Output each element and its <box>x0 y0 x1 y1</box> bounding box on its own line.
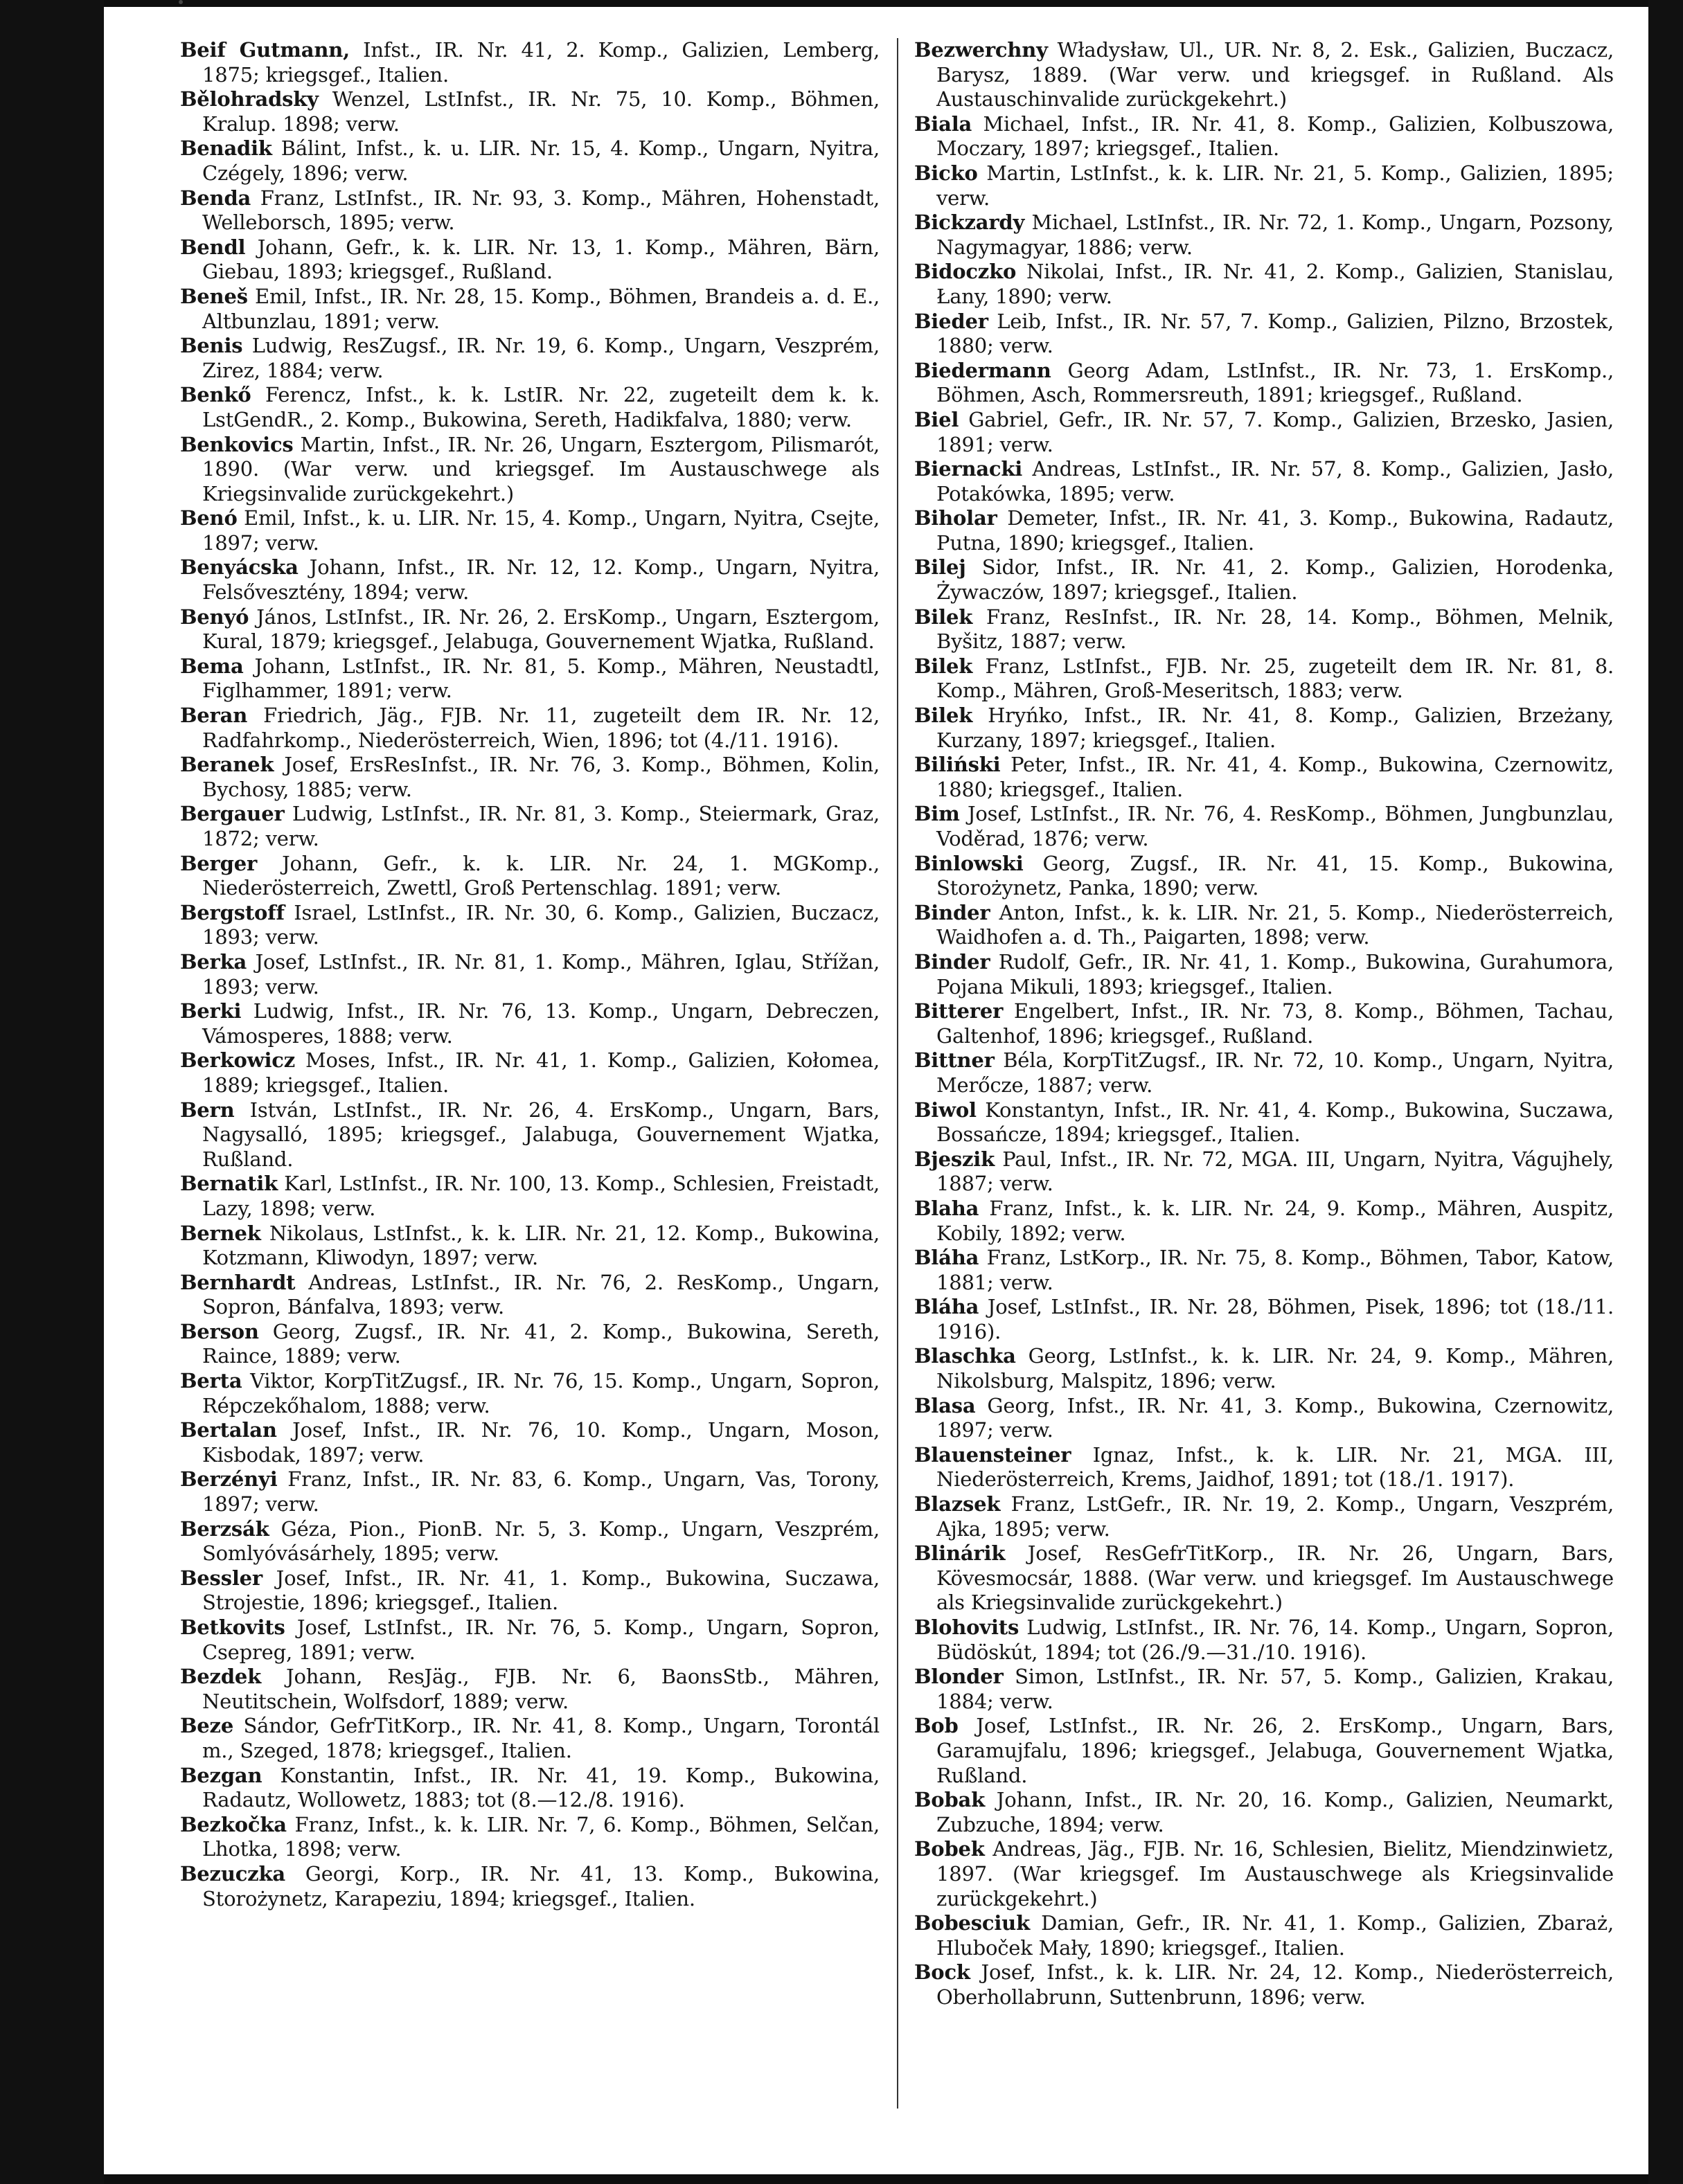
list-entry <box>180 506 880 555</box>
entry-details: Martin, Infst., IR. Nr. 26, Ungarn, Esztergom, Pilismarót, 1890. (War verw. und kriegsgef. Im Austauschwege als Kriegsinvalide zurückgekehrt.) <box>202 432 880 505</box>
entry-details: Franz, Infst., k. k. LIR. Nr. 7, 6. Komp., Böhmen, Selčan, Lhotka, 1898; verw. <box>202 1812 880 1861</box>
entry-details: Ludwig, Infst., IR. Nr. 76, 13. Komp., Ungarn, Debreczen, Vámosperes, 1888; verw. <box>202 999 880 1048</box>
entry-details: Sándor, GefrTitKorp., IR. Nr. 41, 8. Komp., Ungarn, Torontál m., Szeged, 1878; kriegsgef., Italien. <box>202 1714 880 1762</box>
list-entry <box>180 1221 880 1271</box>
entry-surname: Benó <box>180 506 238 530</box>
entry-surname: Benyácska <box>180 555 299 580</box>
list-entry <box>180 334 880 383</box>
entry-details: Johann, LstInfst., IR. Nr. 81, 5. Komp., Mähren, Neustadtl, Figlhammer, 1891; verw. <box>202 654 880 703</box>
entry-surname: Binlowski <box>914 851 1024 875</box>
list-entry <box>180 1665 880 1714</box>
entry-details: Josef, Infst., k. k. LIR. Nr. 24, 12. Komp., Niederösterreich, Oberhollabrunn, Suttenbrunn, 1896; verw. <box>936 1960 1614 2009</box>
entry-surname: Bernatik <box>180 1172 278 1196</box>
entry-details: Josef, LstInfst., IR. Nr. 26, 2. ErsKomp., Ungarn, Bars, Garamujfalu, 1896; kriegsgef., Jelabuga, Gouvernement Wjatka, Rußland. <box>936 1714 1614 1787</box>
list-entry <box>180 1418 880 1467</box>
entry-details: Franz, ResInfst., IR. Nr. 28, 14. Komp., Böhmen, Melnik, Byšitz, 1887; verw. <box>936 605 1614 654</box>
column-divider <box>897 38 898 2109</box>
list-entry <box>180 1467 880 1516</box>
list-entry <box>914 555 1614 605</box>
entry-details: Nikolaus, LstInfst., k. k. LIR. Nr. 21, 12. Komp., Bukowina, Kotzmann, Kliwodyn, 1897; verw. <box>202 1221 880 1270</box>
list-entry <box>914 359 1614 408</box>
entry-details: Peter, Infst., IR. Nr. 41, 4. Komp., Bukowina, Czernowitz, 1880; kriegsgef., Italien. <box>936 753 1614 801</box>
list-entry <box>914 1344 1614 1393</box>
entry-surname: Binder <box>914 900 990 924</box>
entry-surname: Bickzardy <box>914 211 1025 235</box>
right-column <box>914 38 1614 2010</box>
entry-surname: Bern <box>180 1098 235 1122</box>
list-entry <box>180 285 880 334</box>
entry-details: Anton, Infst., k. k. LIR. Nr. 21, 5. Komp., Niederösterreich, Waidhofen a. d. Th., Paigarten, 1898; verw. <box>936 900 1614 949</box>
entry-surname: Benkovics <box>180 432 294 456</box>
entry-details: Georgi, Korp., IR. Nr. 41, 13. Komp., Bukowina, Storożynetz, Karapeziu, 1894; kriegsgef., Italien. <box>202 1861 880 1910</box>
entry-surname: Bieder <box>914 309 988 333</box>
list-entry <box>180 704 880 753</box>
list-entry <box>914 1295 1614 1344</box>
entry-details: Georg, Zugsf., IR. Nr. 41, 15. Komp., Bukowina, Storożynetz, Panka, 1890; verw. <box>936 851 1614 900</box>
entry-surname: Bertalan <box>180 1418 277 1442</box>
list-entry <box>914 802 1614 851</box>
entry-surname: Bláha <box>914 1246 979 1270</box>
list-entry <box>180 999 880 1048</box>
entry-details: Paul, Infst., IR. Nr. 72, MGA. III, Ungarn, Nyitra, Vágujhely, 1887; verw. <box>936 1147 1614 1196</box>
entry-details: Engelbert, Infst., IR. Nr. 73, 8. Komp., Böhmen, Tachau, Galtenhof, 1896; kriegsgef., Rußland. <box>936 999 1614 1048</box>
entry-surname: Bláha <box>914 1295 979 1319</box>
entry-details: Rudolf, Gefr., IR. Nr. 41, 1. Komp., Bukowina, Gurahumora, Pojana Mikuli, 1893; kriegsgef., Italien. <box>936 949 1614 999</box>
list-entry <box>180 1764 880 1813</box>
list-entry <box>914 999 1614 1048</box>
entry-surname: Beran <box>180 704 248 728</box>
entry-details: Ludwig, LstInfst., IR. Nr. 76, 14. Komp., Ungarn, Sopron, Büdöskút, 1894; tot (26./9.—31./10. 1916). <box>936 1615 1614 1664</box>
list-entry <box>914 506 1614 555</box>
entry-surname: Bezuczka <box>180 1861 285 1886</box>
list-entry <box>914 1246 1614 1295</box>
list-entry <box>180 950 880 999</box>
entry-surname: Blauensteiner <box>914 1442 1071 1467</box>
entry-surname: Bilek <box>914 704 973 728</box>
entry-details: Demeter, Infst., IR. Nr. 41, 3. Komp., Bukowina, Radautz, Putna, 1890; kriegsgef., Italien. <box>936 506 1614 555</box>
list-entry <box>180 1172 880 1221</box>
entry-details: Andreas, Jäg., FJB. Nr. 16, Schlesien, Bielitz, Miendzinwietz, 1897. (War kriegsgef. Im Austauschwege als Kriegsinvalide zurückgekehrt.) <box>936 1837 1614 1910</box>
entry-details: Emil, Infst., IR. Nr. 28, 15. Komp., Böhmen, Brandeis a. d. E., Altbunzlau, 1891; verw. <box>202 284 880 333</box>
entry-surname: Bilek <box>914 605 973 629</box>
entry-surname: Bessler <box>180 1566 262 1590</box>
entry-details: Bálint, Infst., k. u. LIR. Nr. 15, 4. Komp., Ungarn, Nyitra, Czégely, 1896; verw. <box>202 136 880 185</box>
list-entry <box>180 1517 880 1566</box>
list-entry <box>914 1615 1614 1665</box>
entry-surname: Bezdek <box>180 1665 262 1689</box>
entry-details: Josef, ErsResInfst., IR. Nr. 76, 3. Komp., Böhmen, Kolin, Bychosy, 1885; verw. <box>202 753 880 801</box>
entry-surname: Biwol <box>914 1098 977 1122</box>
entry-details: Ludwig, LstInfst., IR. Nr. 81, 3. Komp., Steiermark, Graz, 1872; verw. <box>202 802 880 850</box>
entry-surname: Berkowicz <box>180 1048 295 1073</box>
entry-details: Sidor, Infst., IR. Nr. 41, 2. Komp., Galizien, Horodenka, Żywaczów, 1897; kriegsgef., Italien. <box>936 555 1614 605</box>
list-entry <box>914 1911 1614 1960</box>
entry-surname: Biel <box>914 407 959 431</box>
list-entry <box>914 1837 1614 1911</box>
entry-details: Georg, Zugsf., IR. Nr. 41, 2. Komp., Bukowina, Sereth, Raince, 1889; verw. <box>202 1319 880 1368</box>
entry-surname: Bicko <box>914 161 978 185</box>
entry-surname: Bilek <box>914 654 973 678</box>
list-entry <box>180 186 880 235</box>
list-entry <box>180 852 880 901</box>
entry-details: Andreas, LstInfst., IR. Nr. 57, 8. Komp., Galizien, Jasło, Potakówka, 1895; verw. <box>936 457 1614 505</box>
list-entry <box>914 211 1614 260</box>
list-entry <box>180 1862 880 1911</box>
entry-details: Georg, LstInfst., k. k. LIR. Nr. 24, 9. Komp., Mähren, Nikolsburg, Malspitz, 1896; verw. <box>936 1344 1614 1393</box>
list-entry <box>180 1048 880 1098</box>
list-entry <box>180 1813 880 1862</box>
list-entry <box>180 654 880 704</box>
list-entry <box>914 1541 1614 1615</box>
scan-border-right <box>1648 0 1683 2184</box>
entry-surname: Berka <box>180 949 247 974</box>
entry-surname: Berki <box>180 999 242 1023</box>
entry-surname: Bobek <box>914 1837 985 1861</box>
entry-details: Georg Adam, LstInfst., IR. Nr. 73, 1. ErsKomp., Böhmen, Asch, Rommersreuth, 1891; kriegsgef., Rußland. <box>936 358 1614 407</box>
entry-details: Michael, LstInfst., IR. Nr. 72, 1. Komp., Ungarn, Pozsony, Nagymagyar, 1886; verw. <box>936 211 1614 259</box>
list-entry <box>180 901 880 950</box>
entry-details: Martin, LstInfst., k. k. LIR. Nr. 21, 5. Komp., Galizien, 1895; verw. <box>936 161 1614 210</box>
entry-surname: Berta <box>180 1369 242 1393</box>
list-entry <box>180 555 880 605</box>
entry-details: Ludwig, ResZugsf., IR. Nr. 19, 6. Komp., Ungarn, Veszprém, Zirez, 1884; verw. <box>202 334 880 382</box>
entry-details: Leib, Infst., IR. Nr. 57, 7. Komp., Galizien, Pilzno, Brzostek, 1880; verw. <box>936 309 1614 358</box>
entry-details: Georg, Infst., IR. Nr. 41, 3. Komp., Bukowina, Czernowitz, 1897; verw. <box>936 1393 1614 1442</box>
entry-details: Josef, Infst., IR. Nr. 76, 10. Komp., Ungarn, Moson, Kisbodak, 1897; verw. <box>202 1418 880 1467</box>
entry-details: Josef, LstInfst., IR. Nr. 28, Böhmen, Pisek, 1896; tot (18./11. 1916). <box>936 1295 1614 1343</box>
entry-surname: Beif Gutmann, <box>180 38 350 62</box>
entry-surname: Bidoczko <box>914 260 1017 284</box>
entry-details: Josef, LstInfst., IR. Nr. 81, 1. Komp., Mähren, Iglau, Střížan, 1893; verw. <box>202 949 880 999</box>
list-entry <box>914 950 1614 999</box>
entry-surname: Bělohradsky <box>180 87 319 111</box>
entry-details: Damian, Gefr., IR. Nr. 41, 1. Komp., Galizien, Zbaraż, Hluboček Mały, 1890; kriegsgef., Italien. <box>936 1911 1614 1960</box>
entry-surname: Bezkočka <box>180 1812 287 1836</box>
list-entry <box>180 1271 880 1320</box>
entry-details: Franz, Infst., IR. Nr. 83, 6. Komp., Ungarn, Vas, Torony, 1897; verw. <box>202 1467 880 1516</box>
entry-details: Konstantyn, Infst., IR. Nr. 41, 4. Komp., Bukowina, Suczawa, Bossańcze, 1894; kriegsgef., Italien. <box>936 1098 1614 1147</box>
entry-surname: Bob <box>914 1714 959 1738</box>
entry-details: Ignaz, Infst., k. k. LIR. Nr. 21, MGA. III, Niederösterreich, Krems, Jaidhof, 1891; tot (18./1. 1917). <box>936 1442 1614 1492</box>
entry-surname: Bernhardt <box>180 1270 296 1294</box>
entry-details: Franz, LstGefr., IR. Nr. 19, 2. Komp., Ungarn, Veszprém, Ajka, 1895; verw. <box>936 1492 1614 1541</box>
list-entry <box>180 605 880 654</box>
list-entry <box>180 383 880 432</box>
list-entry <box>180 235 880 285</box>
list-entry <box>914 1788 1614 1837</box>
entry-surname: Beze <box>180 1714 234 1738</box>
entry-surname: Benkő <box>180 383 251 407</box>
entry-surname: Biliński <box>914 753 1001 777</box>
entry-surname: Bim <box>914 802 960 826</box>
entry-details: Johann, ResJäg., FJB. Nr. 6, BaonsStb., Mähren, Neutitschein, Wolfsdorf, 1889; verw. <box>202 1665 880 1713</box>
entry-surname: Bergstoff <box>180 900 285 924</box>
list-entry <box>180 1714 880 1763</box>
entry-surname: Bernek <box>180 1221 261 1245</box>
list-entry <box>914 310 1614 359</box>
entry-surname: Betkovits <box>180 1615 285 1639</box>
entry-details: Johann, Infst., IR. Nr. 12, 12. Komp., Ungarn, Nyitra, Felsővesztény, 1894; verw. <box>202 555 880 605</box>
list-entry <box>914 408 1614 457</box>
entry-details: Ferencz, Infst., k. k. LstIR. Nr. 22, zugeteilt dem k. k. LstGendR., 2. Komp., Bukowina, Sereth, Hadikfalva, 1880; verw. <box>202 383 880 431</box>
entry-details: Emil, Infst., k. u. LIR. Nr. 15, 4. Komp., Ungarn, Nyitra, Csejte, 1897; verw. <box>202 506 880 555</box>
entry-surname: Bendl <box>180 235 246 259</box>
entry-details: Wenzel, LstInfst., IR. Nr. 75, 10. Komp., Böhmen, Kralup. 1898; verw. <box>202 87 880 136</box>
entry-details: Israel, LstInfst., IR. Nr. 30, 6. Komp., Galizien, Buczacz, 1893; verw. <box>202 900 880 949</box>
entry-details: Franz, LstInfst., FJB. Nr. 25, zugeteilt dem IR. Nr. 81, 8. Komp., Mähren, Groß-Meseritsch, 1883; verw. <box>936 654 1614 703</box>
list-entry <box>914 1098 1614 1147</box>
entry-details: István, LstInfst., IR. Nr. 26, 4. ErsKomp., Ungarn, Bars, Nagysalló, 1895; kriegsgef., Jalabuga, Gouvernement Wjatka, Rußland. <box>202 1098 880 1171</box>
list-entry <box>180 1320 880 1369</box>
list-entry <box>914 901 1614 950</box>
entry-surname: Bittner <box>914 1048 995 1073</box>
entry-surname: Bobesciuk <box>914 1911 1030 1935</box>
list-entry <box>914 1714 1614 1788</box>
entry-surname: Biedermann <box>914 358 1051 382</box>
entry-surname: Blasa <box>914 1393 976 1417</box>
entry-surname: Binder <box>914 949 990 974</box>
entry-surname: Blaha <box>914 1196 979 1220</box>
entry-details: Josef, Infst., IR. Nr. 41, 1. Komp., Bukowina, Suczawa, Strojestie, 1896; kriegsgef., Italien. <box>202 1566 880 1615</box>
entry-surname: Benda <box>180 186 251 210</box>
list-entry <box>180 136 880 186</box>
list-entry <box>180 433 880 507</box>
entry-surname: Bergauer <box>180 802 285 826</box>
entry-surname: Blonder <box>914 1665 1004 1689</box>
entry-details: Infst., IR. Nr. 41, 2. Komp., Galizien, Lemberg, 1875; kriegsgef., Italien. <box>202 38 880 87</box>
entry-surname: Blinárik <box>914 1541 1006 1566</box>
entry-surname: Bezwerchny <box>914 38 1048 62</box>
list-entry <box>914 852 1614 901</box>
list-entry <box>914 260 1614 309</box>
list-entry <box>180 753 880 802</box>
entry-details: Béla, KorpTitZugsf., IR. Nr. 72, 10. Komp., Ungarn, Nyitra, Merőcze, 1887; verw. <box>936 1048 1614 1097</box>
entry-details: Friedrich, Jäg., FJB. Nr. 11, zugeteilt dem IR. Nr. 12, Radfahrkomp., Niederösterreich, Wien, 1896; tot (4./11. 1916). <box>202 704 880 752</box>
entry-details: Hryńko, Infst., IR. Nr. 41, 8. Komp., Galizien, Brzeżany, Kurzany, 1897; kriegsgef., Italien. <box>936 704 1614 752</box>
entry-details: Michael, Infst., IR. Nr. 41, 8. Komp., Galizien, Kolbuszowa, Moczary, 1897; kriegsgef., Italien. <box>936 111 1614 161</box>
entry-surname: Berzényi <box>180 1467 278 1492</box>
list-entry <box>914 1443 1614 1492</box>
list-entry <box>914 1665 1614 1714</box>
list-entry <box>914 605 1614 654</box>
list-entry <box>180 1098 880 1172</box>
list-entry <box>914 161 1614 211</box>
list-entry <box>180 38 880 87</box>
entry-surname: Beneš <box>180 284 248 308</box>
list-entry <box>914 1147 1614 1197</box>
list-entry <box>914 1492 1614 1541</box>
entry-surname: Berger <box>180 851 258 875</box>
list-entry <box>914 1048 1614 1098</box>
entry-surname: Berson <box>180 1319 259 1343</box>
list-entry <box>914 112 1614 161</box>
entry-surname: Blaschka <box>914 1344 1016 1368</box>
left-column <box>180 38 880 1911</box>
entry-surname: Bema <box>180 654 244 678</box>
list-entry <box>914 654 1614 704</box>
entry-surname: Benis <box>180 334 243 358</box>
list-entry <box>914 457 1614 506</box>
list-entry <box>914 38 1614 112</box>
entry-surname: Beranek <box>180 753 274 777</box>
scan-border-left <box>0 0 104 2184</box>
entry-details: Josef, ResGefrTitKorp., IR. Nr. 26, Ungarn, Bars, Kövesmocsár, 1888. (War verw. und kriegsgef. Im Austauschwege als Kriegsinvalide zurückgekehrt.) <box>936 1541 1614 1615</box>
entry-details: Nikolai, Infst., IR. Nr. 41, 2. Komp., Galizien, Stanislau, Łany, 1890; verw. <box>936 260 1614 308</box>
entry-details: Josef, LstInfst., IR. Nr. 76, 5. Komp., Ungarn, Sopron, Csepreg, 1891; verw. <box>202 1615 880 1664</box>
scan-speck <box>179 0 183 4</box>
entry-details: Josef, LstInfst., IR. Nr. 76, 4. ResKomp., Böhmen, Jungbunzlau, Voděrad, 1876; verw. <box>936 802 1614 850</box>
entry-details: Simon, LstInfst., IR. Nr. 57, 5. Komp., Galizien, Krakau, 1884; verw. <box>936 1665 1614 1713</box>
entry-details: Konstantin, Infst., IR. Nr. 41, 19. Komp., Bukowina, Radautz, Wollowetz, 1883; tot (8.—12./8. 1916). <box>202 1763 880 1812</box>
list-entry <box>180 1615 880 1665</box>
entry-details: Franz, Infst., k. k. LIR. Nr. 24, 9. Komp., Mähren, Auspitz, Kobily, 1892; verw. <box>936 1196 1614 1245</box>
entry-details: Władysław, Ul., UR. Nr. 8, 2. Esk., Galizien, Buczacz, Barysz, 1889. (War verw. und kriegsgef. in Rußland. Als Austauschinvalide zurückgekehrt.) <box>936 38 1614 111</box>
list-entry <box>180 1566 880 1615</box>
entry-surname: Bjeszik <box>914 1147 995 1171</box>
list-entry <box>180 802 880 851</box>
entry-details: János, LstInfst., IR. Nr. 26, 2. ErsKomp., Ungarn, Esztergom, Kural, 1879; kriegsgef., Jelabuga, Gouvernement Wjatka, Rußland. <box>202 605 880 654</box>
entry-surname: Bock <box>914 1960 970 1985</box>
list-entry <box>914 1197 1614 1246</box>
entry-surname: Biholar <box>914 506 997 530</box>
entry-details: Franz, LstInfst., IR. Nr. 93, 3. Komp., Mähren, Hohenstadt, Welleborsch, 1895; verw. <box>202 186 880 235</box>
entry-surname: Blazsek <box>914 1492 1001 1516</box>
entry-surname: Benadik <box>180 136 272 161</box>
list-entry <box>914 1960 1614 2010</box>
entry-details: Johann, Gefr., k. k. LIR. Nr. 13, 1. Komp., Mähren, Bärn, Giebau, 1893; kriegsgef., Rußland. <box>202 235 880 284</box>
entry-surname: Bezgan <box>180 1763 262 1787</box>
entry-details: Karl, LstInfst., IR. Nr. 100, 13. Komp., Schlesien, Freistadt, Lazy, 1898; verw. <box>202 1172 880 1220</box>
entry-surname: Bitterer <box>914 999 1004 1023</box>
entry-details: Johann, Gefr., k. k. LIR. Nr. 24, 1. MGKomp., Niederösterreich, Zwettl, Groß Pertenschlag. 1891; verw. <box>202 851 880 900</box>
list-entry <box>180 87 880 136</box>
entry-details: Johann, Infst., IR. Nr. 20, 16. Komp., Galizien, Neumarkt, Zubzuche, 1894; verw. <box>936 1788 1614 1836</box>
entry-surname: Biernacki <box>914 457 1023 481</box>
entry-surname: Biala <box>914 111 972 136</box>
entry-surname: Bilej <box>914 555 966 580</box>
entry-details: Franz, LstKorp., IR. Nr. 75, 8. Komp., Böhmen, Tabor, Katow, 1881; verw. <box>936 1246 1614 1294</box>
list-entry <box>914 704 1614 753</box>
list-entry <box>914 1394 1614 1443</box>
entry-surname: Berzsák <box>180 1516 269 1541</box>
entry-details: Gabriel, Gefr., IR. Nr. 57, 7. Komp., Galizien, Brzesko, Jasien, 1891; verw. <box>936 407 1614 456</box>
entry-details: Viktor, KorpTitZugsf., IR. Nr. 76, 15. Komp., Ungarn, Sopron, Répczekőhalom, 1888; verw. <box>202 1369 880 1417</box>
entry-details: Moses, Infst., IR. Nr. 41, 1. Komp., Galizien, Kołomea, 1889; kriegsgef., Italien. <box>202 1048 880 1097</box>
entry-surname: Bobak <box>914 1788 986 1812</box>
list-entry <box>180 1369 880 1418</box>
entry-details: Andreas, LstInfst., IR. Nr. 76, 2. ResKomp., Ungarn, Sopron, Bánfalva, 1893; verw. <box>202 1270 880 1319</box>
entry-details: Géza, Pion., PionB. Nr. 5, 3. Komp., Ungarn, Veszprém, Somlyóvásárhely, 1895; verw. <box>202 1516 880 1566</box>
entry-surname: Benyó <box>180 605 249 629</box>
list-entry <box>914 753 1614 802</box>
entry-surname: Blohovits <box>914 1615 1019 1639</box>
